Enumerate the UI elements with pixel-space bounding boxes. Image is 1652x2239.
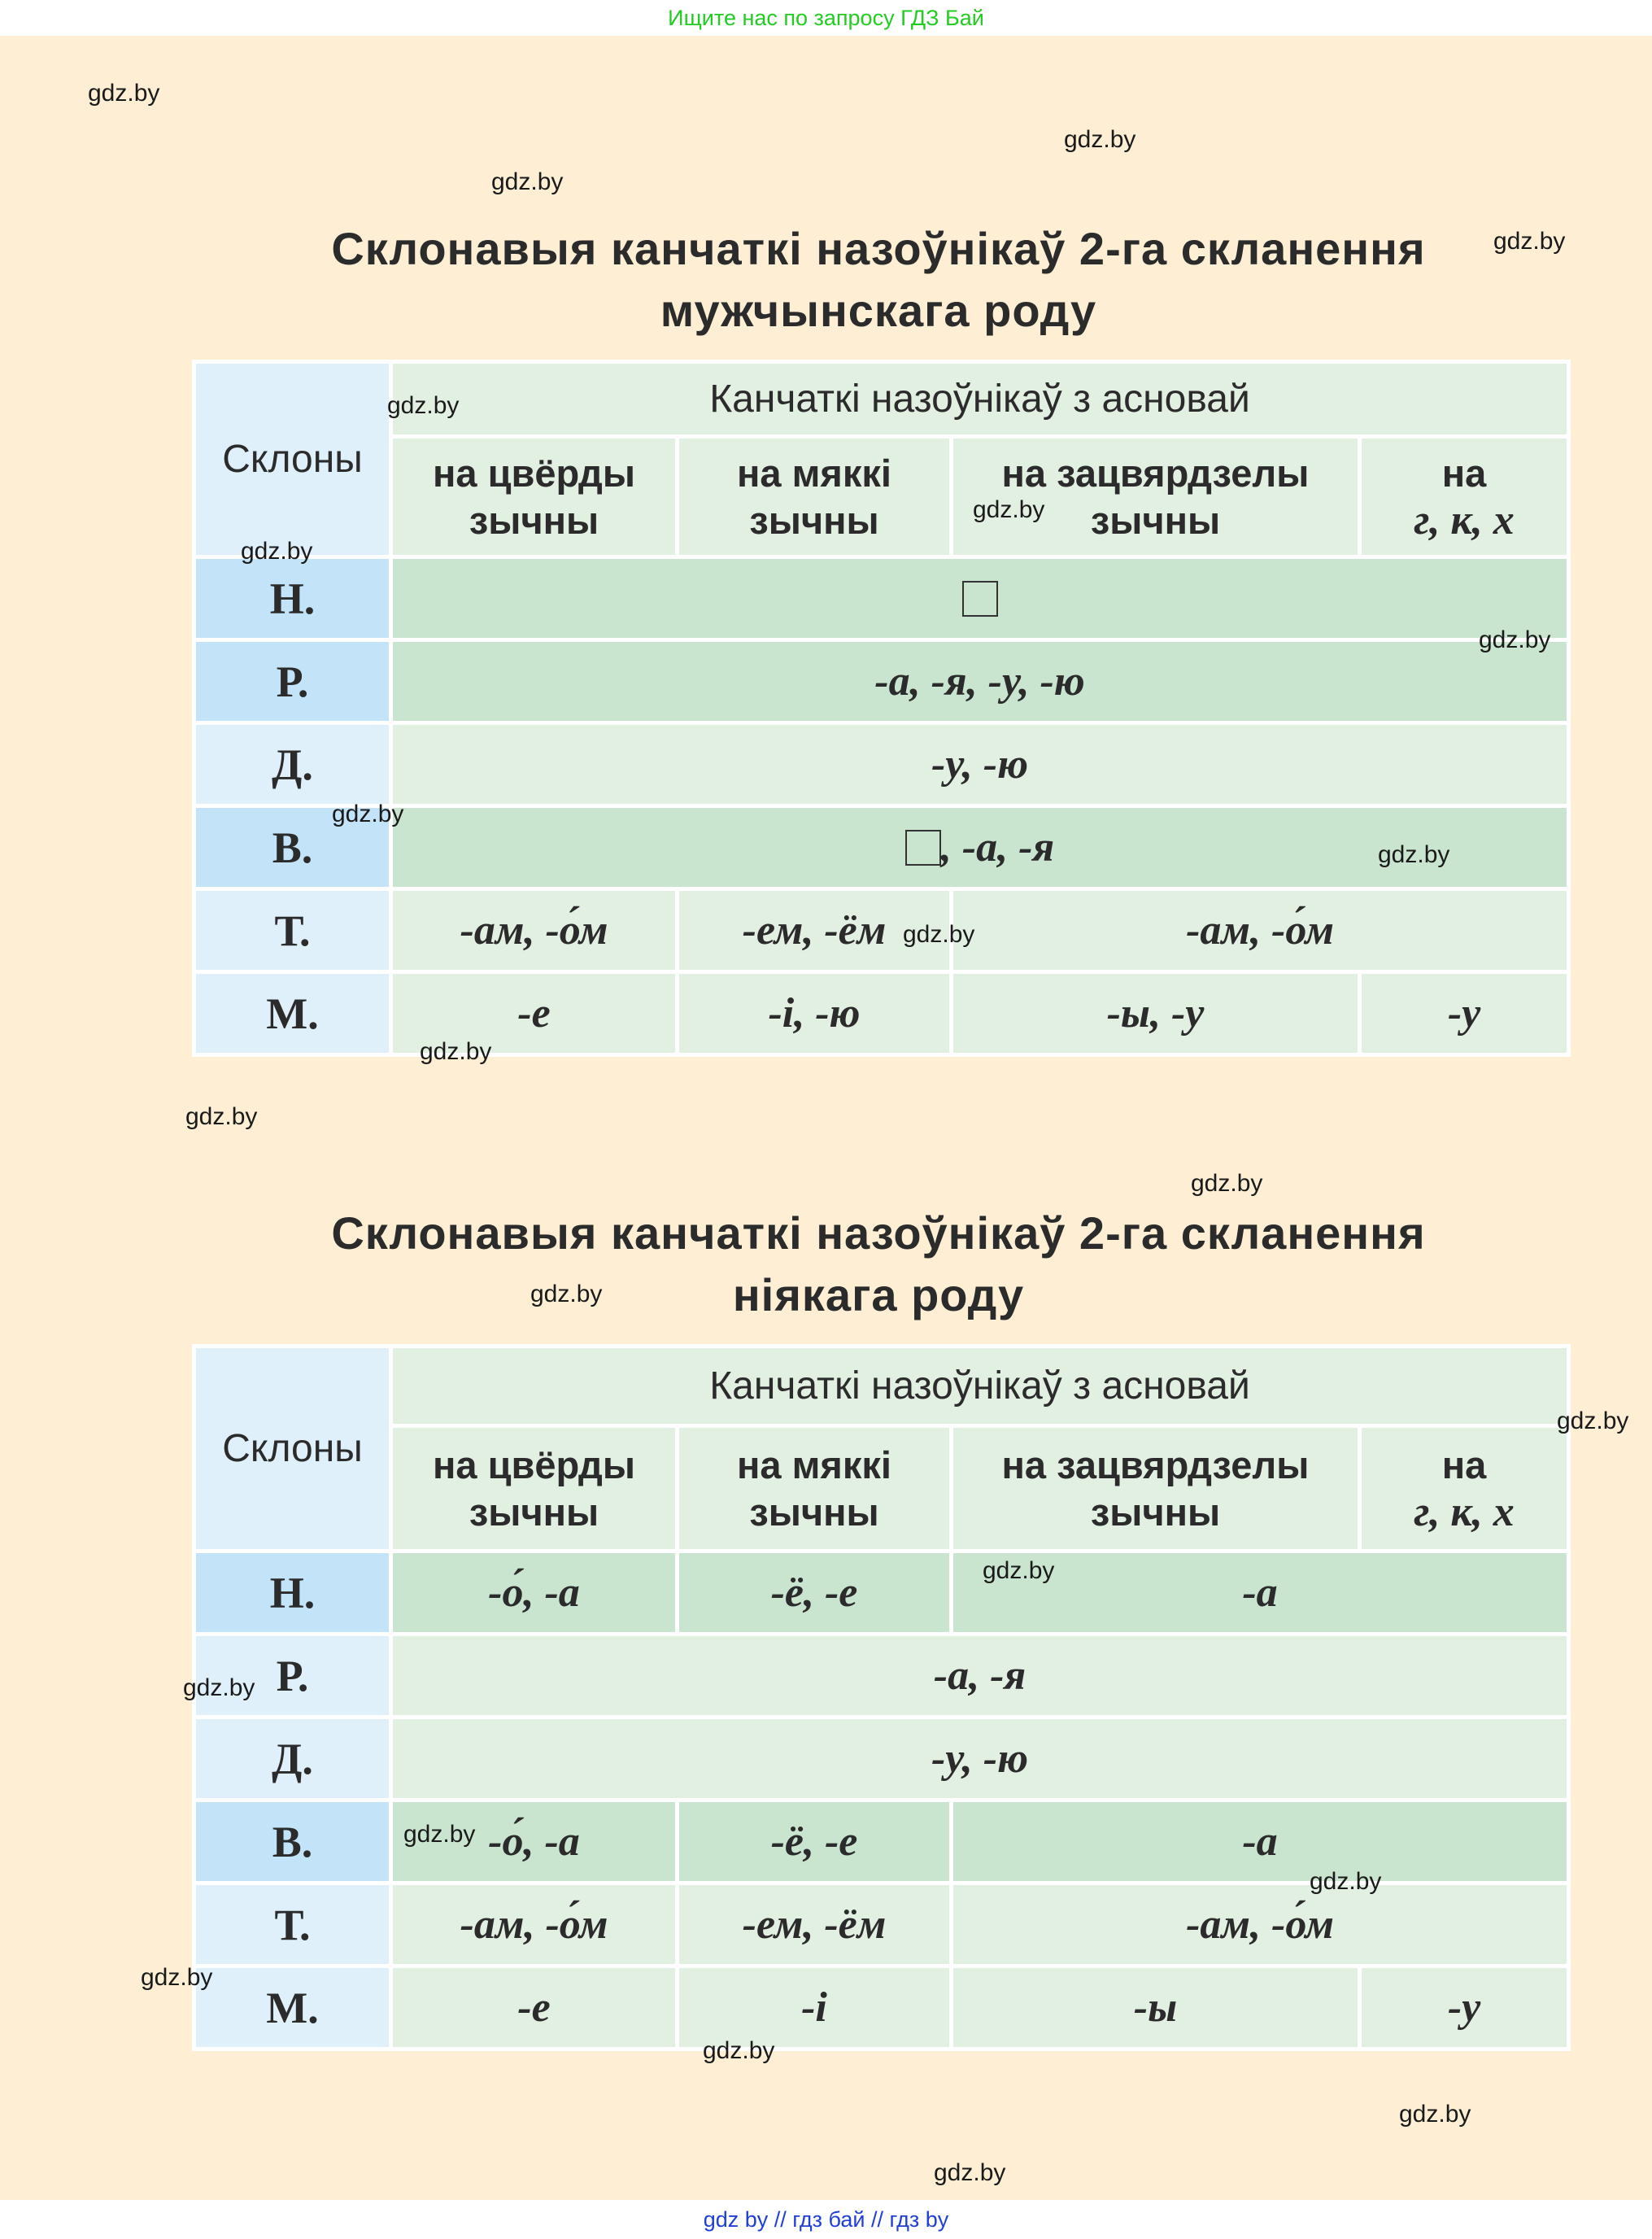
neut-m-hardened: -ы	[952, 1966, 1360, 2049]
watermark: gdz.by	[88, 80, 160, 107]
watermark: gdz.by	[903, 921, 975, 948]
case-locative: М.	[194, 1966, 391, 2049]
watermark: gdz.by	[403, 1821, 476, 1848]
neuter-declension-table	[192, 1344, 1571, 2051]
case-instrumental: Т.	[194, 889, 391, 972]
table-row	[194, 1717, 1569, 1800]
hard-header-line1: на цвёрды	[432, 1442, 636, 1486]
neut-t-hardened: -ам, -о́м	[952, 1883, 1569, 1966]
watermark: gdz.by	[332, 801, 404, 827]
watermark: gdz.by	[1064, 126, 1136, 153]
table-row	[194, 1552, 1569, 1635]
neuter-title-line1: Склонавыя канчаткі назоўнікаў 2-га скланення	[331, 1207, 1426, 1259]
hard-consonant-header	[391, 437, 678, 557]
watermark: gdz.by	[1310, 1868, 1382, 1895]
table-row	[194, 723, 1569, 806]
watermark: gdz.by	[934, 2159, 1006, 2186]
cases-header: Склоны	[194, 362, 391, 557]
watermark: gdz.by	[530, 1281, 603, 1307]
masculine-title-line2: мужчынскага роду	[660, 285, 1097, 336]
hardened-consonant-header	[952, 1426, 1360, 1552]
hardened-header-line1: на зацвярдзелы	[1001, 1442, 1310, 1486]
masc-t-soft: -ем, -ём	[678, 889, 952, 972]
neut-m-hard: -е	[391, 1966, 678, 2049]
gkh-header	[1360, 1426, 1569, 1552]
case-instrumental: Т.	[194, 1883, 391, 1966]
masc-m-soft: -і, -ю	[678, 972, 952, 1055]
case-genitive: Р.	[194, 640, 391, 723]
neut-v-hardened: -а	[952, 1800, 1569, 1883]
neut-v-hard: -о́, -а	[391, 1800, 678, 1883]
bottom-banner: gdz by // гдз бай // гдз by	[0, 2200, 1652, 2239]
masculine-title	[195, 218, 1562, 342]
gkh-header-line1: на	[1441, 1442, 1487, 1486]
neut-m-soft: -і	[678, 1966, 952, 2049]
neut-t-soft: -ем, -ём	[678, 1883, 952, 1966]
watermark: gdz.by	[183, 1674, 255, 1701]
neut-n-hard: -о́, -а	[391, 1552, 678, 1635]
soft-header-line1: на мяккі	[737, 451, 891, 495]
neut-m-gkh: -у	[1360, 1966, 1569, 2049]
case-accusative: В.	[194, 806, 391, 889]
case-genitive: Р.	[194, 1635, 391, 1717]
watermark: gdz.by	[983, 1557, 1055, 1584]
neut-n-soft: -ё, -е	[678, 1552, 952, 1635]
top-banner: Ищите нас по запросу ГДЗ Бай	[0, 0, 1652, 36]
gkh-header-line2: г, к, х	[1414, 496, 1515, 543]
masc-m-hardened: -ы, -у	[952, 972, 1360, 1055]
masc-r-ending: -а, -я, -у, -ю	[391, 640, 1569, 723]
masc-v-ending-text: , -а, -я	[940, 824, 1055, 871]
watermark: gdz.by	[703, 2037, 775, 2064]
case-dative: Д.	[194, 723, 391, 806]
watermark: gdz.by	[241, 538, 313, 565]
hardened-header-line2: зычны	[1090, 498, 1221, 542]
neuter-title-line2: ніякага роду	[732, 1269, 1025, 1320]
hard-consonant-header	[391, 1426, 678, 1552]
gkh-header-line1: на	[1441, 451, 1487, 495]
masculine-title-line1: Склонавыя канчаткі назоўнікаў 2-га скланення	[331, 223, 1426, 274]
table-row	[194, 557, 1569, 640]
zero-ending-icon	[962, 581, 998, 617]
hardened-header-line2: зычны	[1090, 1490, 1221, 1534]
watermark: gdz.by	[1378, 841, 1450, 868]
case-nominative: Н.	[194, 557, 391, 640]
watermark: gdz.by	[185, 1103, 258, 1130]
neuter-title	[195, 1202, 1562, 1326]
case-nominative: Н.	[194, 1552, 391, 1635]
watermark: gdz.by	[973, 496, 1045, 523]
soft-header-line1: на мяккі	[737, 1442, 891, 1486]
zero-ending-icon	[905, 830, 941, 866]
endings-header: Канчаткі назоўнікаў з асновай	[391, 1346, 1569, 1426]
neut-r-ending: -а, -я	[391, 1635, 1569, 1717]
cases-header: Склоны	[194, 1346, 391, 1552]
watermark: gdz.by	[141, 1964, 213, 1991]
masc-d-ending: -у, -ю	[391, 723, 1569, 806]
neut-n-hardened: -а	[952, 1552, 1569, 1635]
watermark: gdz.by	[1557, 1408, 1629, 1434]
table-row	[194, 972, 1569, 1055]
hard-header-line2: зычны	[469, 1490, 599, 1534]
masc-t-hardened: -ам, -о́м	[952, 889, 1569, 972]
gkh-header	[1360, 437, 1569, 557]
soft-header-line2: зычны	[749, 1490, 879, 1534]
masc-t-hard: -ам, -о́м	[391, 889, 678, 972]
hardened-header-line1: на зацвярдзелы	[1001, 451, 1310, 495]
masculine-declension-table	[192, 360, 1571, 1057]
watermark: gdz.by	[1399, 2101, 1471, 2128]
table-row	[194, 1635, 1569, 1717]
case-locative: М.	[194, 972, 391, 1055]
masc-m-hard: -е	[391, 972, 678, 1055]
neut-v-soft: -ё, -е	[678, 1800, 952, 1883]
masc-m-gkh: -у	[1360, 972, 1569, 1055]
soft-consonant-header	[678, 1426, 952, 1552]
neut-t-hard: -ам, -о́м	[391, 1883, 678, 1966]
endings-header: Канчаткі назоўнікаў з асновай	[391, 362, 1569, 437]
table-row	[194, 1966, 1569, 2049]
case-dative: Д.	[194, 1717, 391, 1800]
watermark: gdz.by	[420, 1038, 492, 1065]
watermark: gdz.by	[387, 392, 460, 419]
soft-header-line2: зычны	[749, 498, 879, 542]
soft-consonant-header	[678, 437, 952, 557]
watermark: gdz.by	[1191, 1170, 1263, 1197]
neut-d-ending: -у, -ю	[391, 1717, 1569, 1800]
case-accusative: В.	[194, 1800, 391, 1883]
hard-header-line1: на цвёрды	[432, 451, 636, 495]
hard-header-line2: зычны	[469, 498, 599, 542]
watermark: gdz.by	[491, 168, 564, 195]
masc-n-ending	[391, 557, 1569, 640]
watermark: gdz.by	[1479, 626, 1551, 653]
gkh-header-line2: г, к, х	[1414, 1488, 1515, 1535]
table-row	[194, 889, 1569, 972]
watermark: gdz.by	[1493, 228, 1566, 255]
table-row	[194, 640, 1569, 723]
